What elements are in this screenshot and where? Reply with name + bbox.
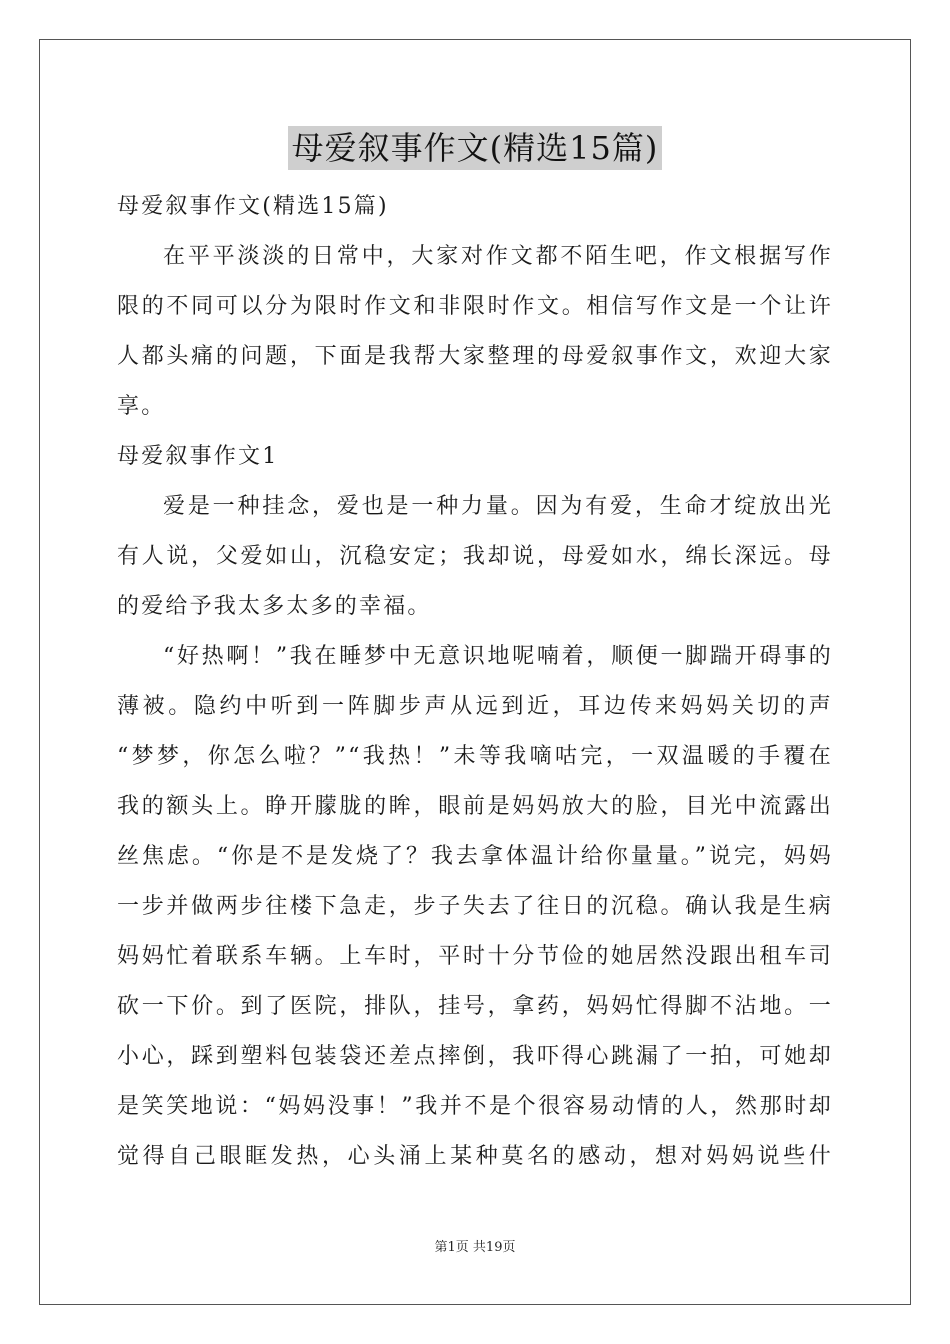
text-line: 有人说，父爱如山，沉稳安定；我却说，母爱如水，绵长深远。母 [117,544,833,569]
text-line: 是笑笑地说：“妈妈没事！”我并不是个很容易动情的人，然那时却 [117,1094,833,1119]
text-line: 我的额头上。睁开朦胧的眸，眼前是妈妈放大的脸，目光中流露出 [117,794,833,819]
text-line: 砍一下价。到了医院，排队，挂号，拿药，妈妈忙得脚不沾地。一 [117,994,833,1019]
text-line: “好热啊！”我在睡梦中无意识地呢喃着，顺便一脚踹开碍事的 [163,644,833,669]
title-area [0,126,950,170]
page-footer: 第1页 共19页 [434,1240,516,1255]
text-line: 薄被。隐约中听到一阵脚步声从远到近，耳边传来妈妈关切的声 [117,694,833,719]
text-line: 在平平淡淡的日常中，大家对作文都不陌生吧，作文根据写作 [163,244,833,269]
text-line: 一步并做两步往楼下急走，步子失去了往日的沉稳。确认我是生病 [117,894,833,919]
document-title: 母爱叙事作文(精选15篇) [288,126,663,170]
text-line: 的爱给予我太多太多的幸福。 [117,594,432,619]
text-line: 母爱叙事作文1 [117,444,279,469]
text-line: 享。 [117,394,166,419]
text-line: “梦梦，你怎么啦？”“我热！”未等我嘀咕完，一双温暖的手覆在 [117,744,833,769]
text-line: 母爱叙事作文(精选15篇) [117,194,389,219]
text-line: 限的不同可以分为限时作文和非限时作文。相信写作文是一个让许 [117,294,833,319]
text-line: 丝焦虑。“你是不是发烧了？我去拿体温计给你量量。”说完，妈妈 [117,844,833,869]
text-line: 觉得自己眼眶发热，心头涌上某种莫名的感动，想对妈妈说些什 [117,1144,833,1169]
text-line: 小心，踩到塑料包装袋还差点摔倒，我吓得心跳漏了一拍，可她却 [117,1044,833,1069]
text-line: 爱是一种挂念，爱也是一种力量。因为有爱，生命才绽放出光 [163,494,833,519]
document-body [117,182,833,1182]
text-line: 妈妈忙着联系车辆。上车时，平时十分节俭的她居然没跟出租车司 [117,944,833,969]
text-line: 人都头痛的问题，下面是我帮大家整理的母爱叙事作文，欢迎大家 [117,344,833,369]
